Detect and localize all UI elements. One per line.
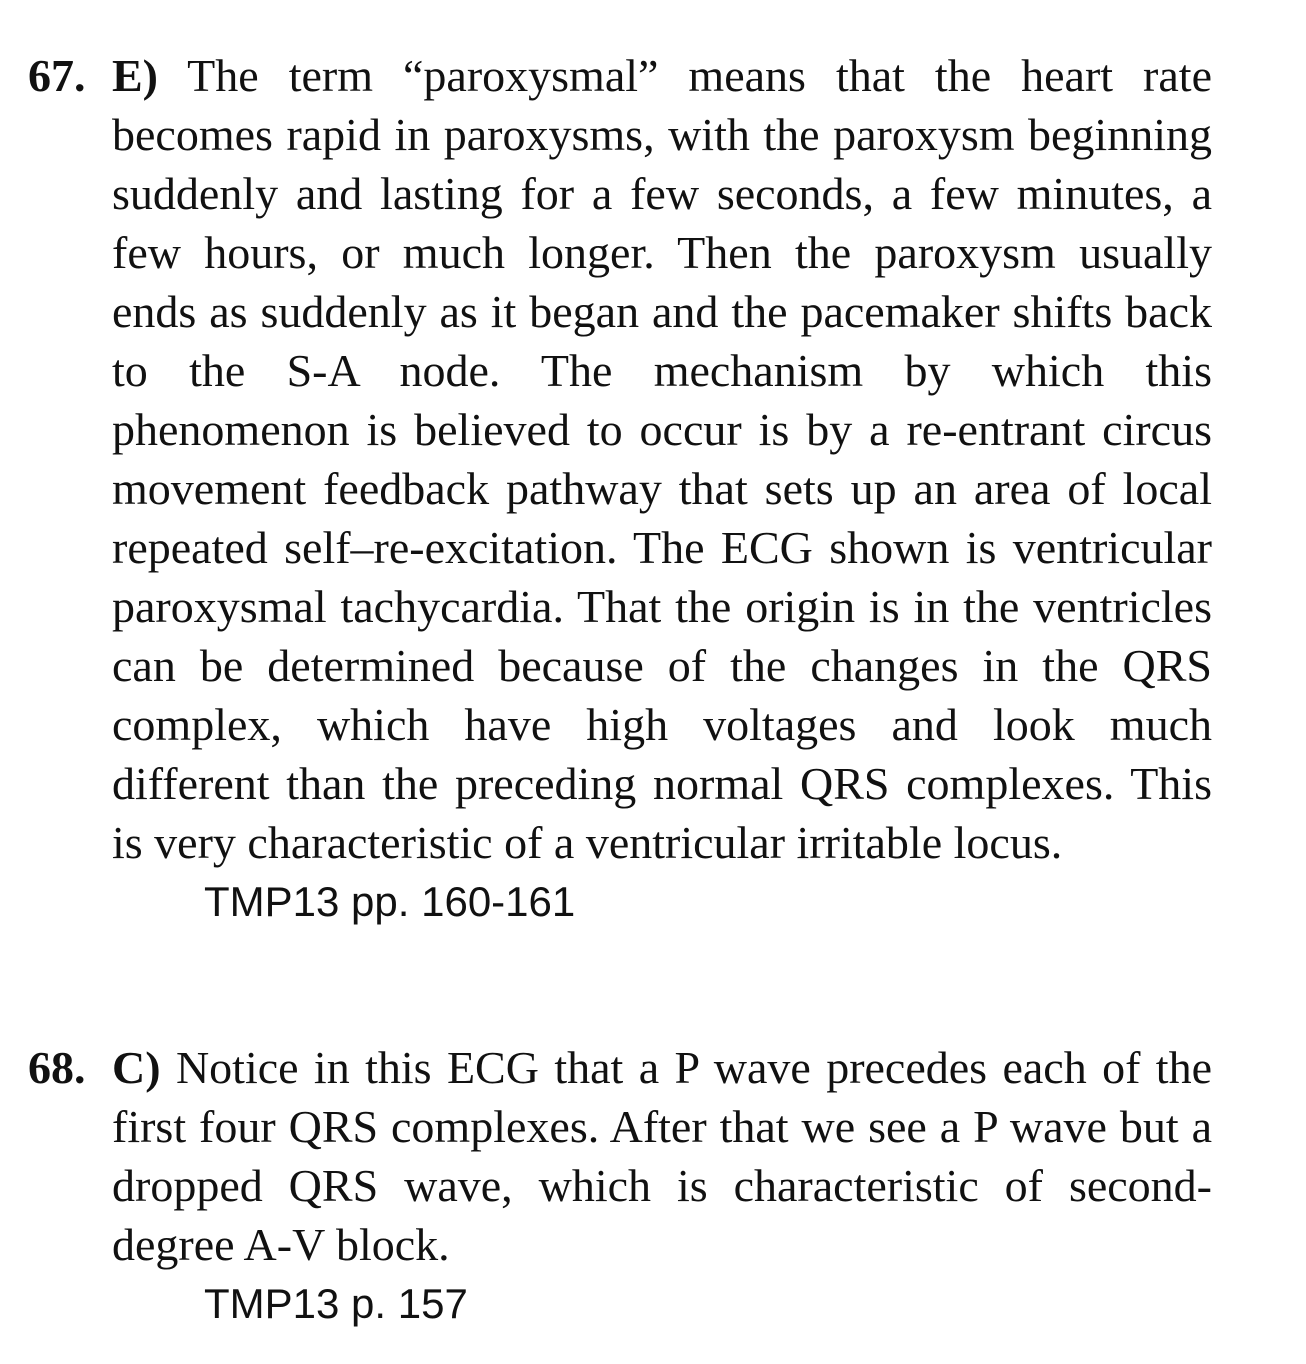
answer-number: 68.	[28, 1042, 86, 1093]
answer-67	[28, 46, 1212, 931]
answer-choice: C)	[112, 1042, 161, 1093]
answer-explanation	[112, 46, 1212, 872]
answer-choice: E)	[112, 50, 158, 101]
answer-68	[28, 1038, 1212, 1333]
textbook-reference: TMP13 pp. 160-161	[204, 878, 576, 925]
textbook-reference: TMP13 p. 157	[204, 1280, 468, 1327]
answer-explanation	[112, 1038, 1212, 1274]
answer-number: 67.	[28, 50, 86, 101]
explanation-text: Notice in this ECG that a P wave precedes each of the first four QRS complexes. After that we see a P wave but a dropped QRS wave, which is characteristic of second-degree A-V block.	[112, 1042, 1212, 1270]
explanation-text: The term “paroxysmal” means that the heart rate becomes rapid in paroxysms, with the paroxysm beginning suddenly and lasting for a few seconds, a few minutes, a few hours, or much longer. Then the paroxysm usually ends as suddenly as it began and the pacemaker shifts back to the S-A node. The mechanism by which this phenomenon is believed to occur is by a re-entrant circus movement feedback pathway that sets up an area of local repeated self–re-excitation. The ECG shown is ventricular paroxysmal tachycardia. That the origin is in the ventricles can be determined because of the changes in the QRS complex, which have high voltages and look much different than the preceding normal QRS complexes. This is very characteristic of a ventricular irritable locus.	[112, 50, 1212, 868]
